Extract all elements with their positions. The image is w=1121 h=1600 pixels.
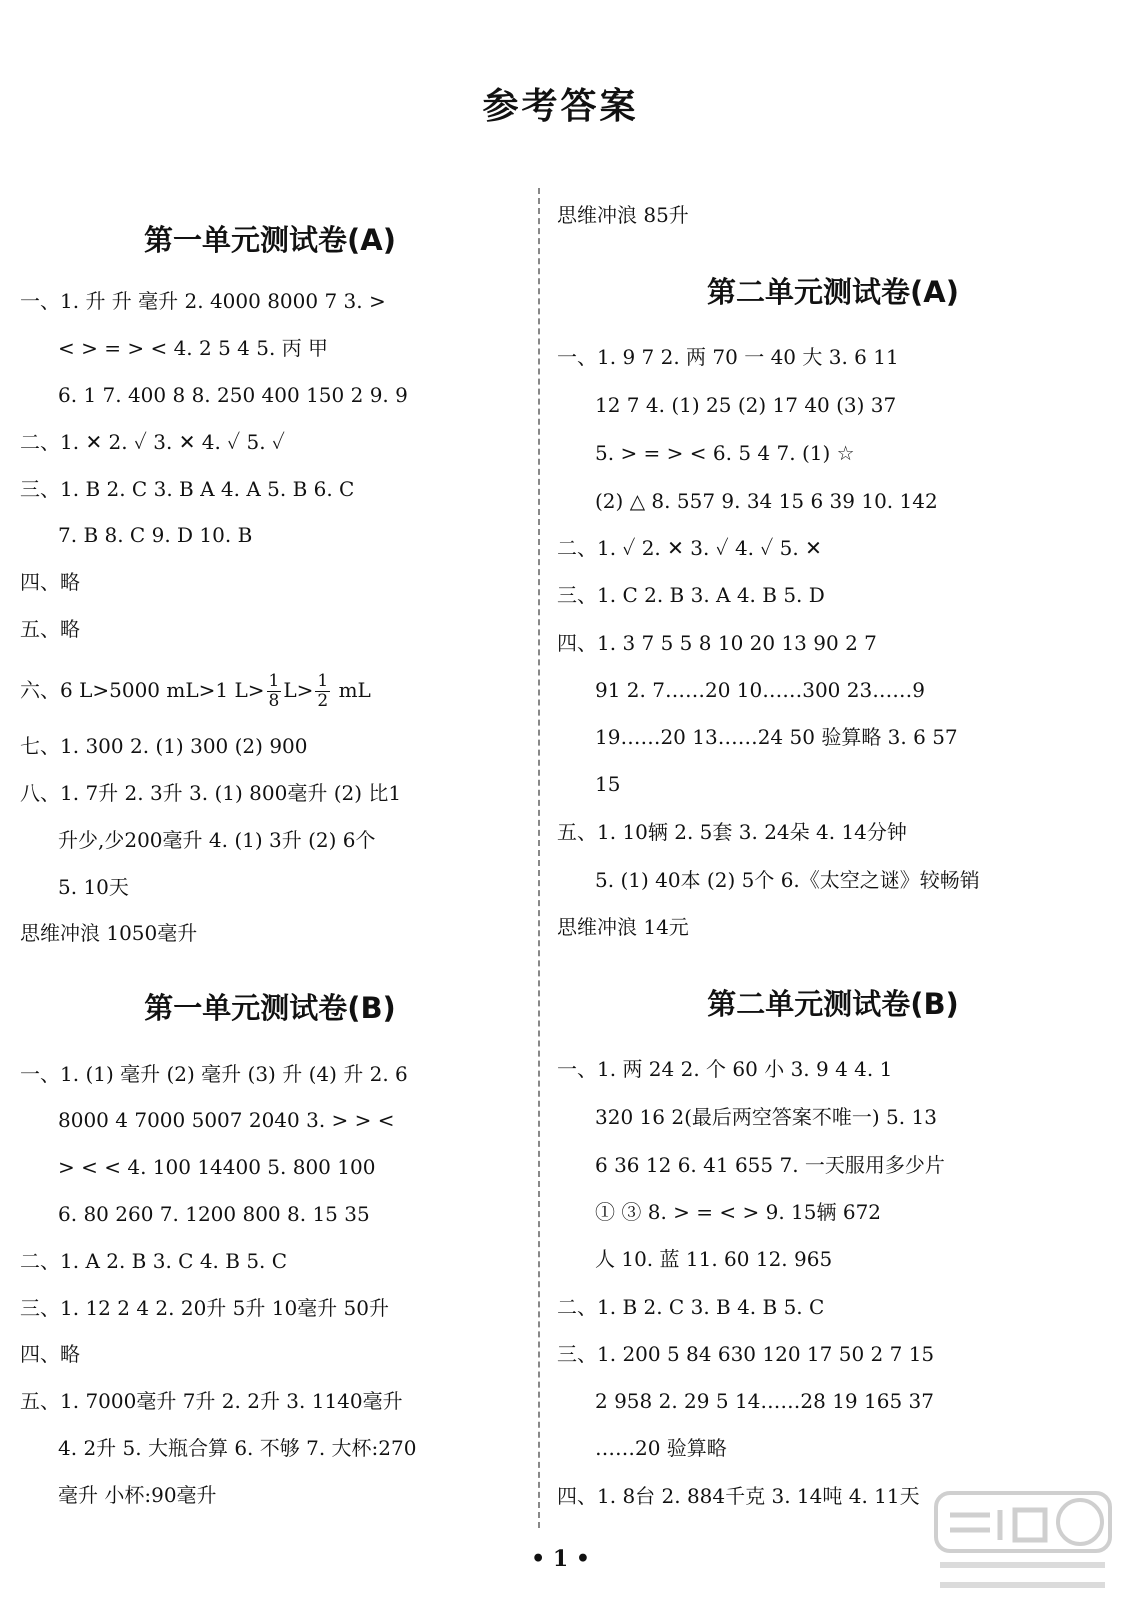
answer-line: 6 36 12 6. 41 655 7. 一天服用多少片 <box>595 1153 945 1177</box>
answer-line: 五、略 <box>20 617 80 641</box>
answer-line: 思维冲浪 14元 <box>557 915 689 939</box>
answer-line: 5. > = > < 6. 5 4 7. (1) ☆ <box>595 441 855 465</box>
answer-line: 一、1. (1) 毫升 (2) 毫升 (3) 升 (4) 升 2. 6 <box>20 1062 408 1086</box>
answer-line: (2) △ 8. 557 9. 34 15 6 39 10. 142 <box>595 489 938 513</box>
section-title-unit2-a: 第二单元测试卷(A) <box>707 275 959 309</box>
answer-line: 四、1. 3 7 5 5 8 10 20 13 90 2 7 <box>557 631 877 655</box>
column-divider <box>538 188 540 1528</box>
answer-line: 二、1. ✓ 2. ✕ 3. ✓ 4. ✓ 5. ✕ <box>557 536 822 560</box>
answer-line: 三、1. 200 5 84 630 120 17 50 2 7 15 <box>557 1342 935 1366</box>
answer-line: 5. 10天 <box>58 875 129 899</box>
answer-line: 8000 4 7000 5007 2040 3. > > < <box>58 1108 395 1132</box>
fraction-line-mid: L> <box>283 678 314 702</box>
answer-line: 五、1. 10辆 2. 5套 3. 24朵 4. 14分钟 <box>557 820 907 844</box>
answer-line: 19……20 13……24 50 验算略 3. 6 57 <box>595 725 958 749</box>
answer-line: 91 2. 7……20 10……300 23……9 <box>595 678 925 702</box>
answer-line: 5. (1) 40本 (2) 5个 6.《太空之谜》较畅销 <box>595 868 980 892</box>
answer-line: 五、1. 7000毫升 7升 2. 2升 3. 1140毫升 <box>20 1389 403 1413</box>
section-title-unit1-b: 第一单元测试卷(B) <box>144 991 396 1025</box>
answer-line-fractions <box>20 672 371 711</box>
answer-line: 4. 2升 5. 大瓶合算 6. 不够 7. 大杯:270 <box>58 1436 417 1460</box>
answer-line: 15 <box>595 772 621 796</box>
answer-line: 6. 1 7. 400 8 8. 250 400 150 2 9. 9 <box>58 383 408 407</box>
answer-line: 人 10. 蓝 11. 60 12. 965 <box>595 1247 833 1271</box>
watermark-logo <box>930 1485 1115 1595</box>
fraction-one-eighth: $\frac{1}{8}$ <box>268 671 280 711</box>
answer-line: 三、1. B 2. C 3. B A 4. A 5. B 6. C <box>20 477 355 501</box>
answer-line: 12 7 4. (1) 25 (2) 17 40 (3) 37 <box>595 393 897 417</box>
answer-line: 一、1. 两 24 2. 个 60 小 3. 9 4 4. 1 <box>557 1057 893 1081</box>
answer-line: ① ③ 8. > = < > 9. 15辆 672 <box>595 1200 882 1224</box>
answer-line: 毫升 小杯:90毫升 <box>58 1483 217 1507</box>
section-title-unit1-a: 第一单元测试卷(A) <box>144 223 396 257</box>
answer-line: 二、1. ✕ 2. ✓ 3. ✕ 4. ✓ 5. ✓ <box>20 430 285 454</box>
fraction-line-suffix: mL <box>338 678 371 702</box>
answer-line: ……20 验算略 <box>595 1436 727 1460</box>
answer-line: 升少,少200毫升 4. (1) 3升 (2) 6个 <box>58 828 376 852</box>
answer-line: 三、1. C 2. B 3. A 4. B 5. D <box>557 583 825 607</box>
answer-line: 7. B 8. C 9. D 10. B <box>58 523 253 547</box>
fraction-one-half: $\frac{1}{2}$ <box>317 671 329 711</box>
fraction-line-prefix: 六、6 L>5000 mL>1 L> <box>20 678 265 702</box>
page-title: 参考答案 <box>482 86 639 127</box>
answer-line: 思维冲浪 1050毫升 <box>20 921 198 945</box>
answer-line: 七、1. 300 2. (1) 300 (2) 900 <box>20 734 308 758</box>
answer-line: 四、1. 8台 2. 884千克 3. 14吨 4. 11天 <box>557 1484 920 1508</box>
answer-line: < > = > < 4. 2 5 4 5. 丙 甲 <box>58 336 329 360</box>
page-number: • 1 • <box>531 1546 590 1572</box>
section-title-unit2-b: 第二单元测试卷(B) <box>707 987 959 1021</box>
answer-line: 320 16 2(最后两空答案不唯一) 5. 13 <box>595 1105 937 1129</box>
answer-line: 四、略 <box>20 570 80 594</box>
answer-line: 思维冲浪 85升 <box>557 203 689 227</box>
answer-line: > < < 4. 100 14400 5. 800 100 <box>58 1155 376 1179</box>
answer-line: 一、1. 升 升 毫升 2. 4000 8000 7 3. > <box>20 289 386 313</box>
answer-line: 一、1. 9 7 2. 两 70 一 40 大 3. 6 11 <box>557 345 899 369</box>
answer-line: 6. 80 260 7. 1200 800 8. 15 35 <box>58 1202 370 1226</box>
answer-line: 二、1. A 2. B 3. C 4. B 5. C <box>20 1249 288 1273</box>
answer-line: 三、1. 12 2 4 2. 20升 5升 10毫升 50升 <box>20 1296 389 1320</box>
answer-line: 八、1. 7升 2. 3升 3. (1) 800毫升 (2) 比1 <box>20 781 402 805</box>
answer-line: 二、1. B 2. C 3. B 4. B 5. C <box>557 1295 825 1319</box>
answer-line: 四、略 <box>20 1342 80 1366</box>
answer-line: 2 958 2. 29 5 14……28 19 165 37 <box>595 1389 934 1413</box>
